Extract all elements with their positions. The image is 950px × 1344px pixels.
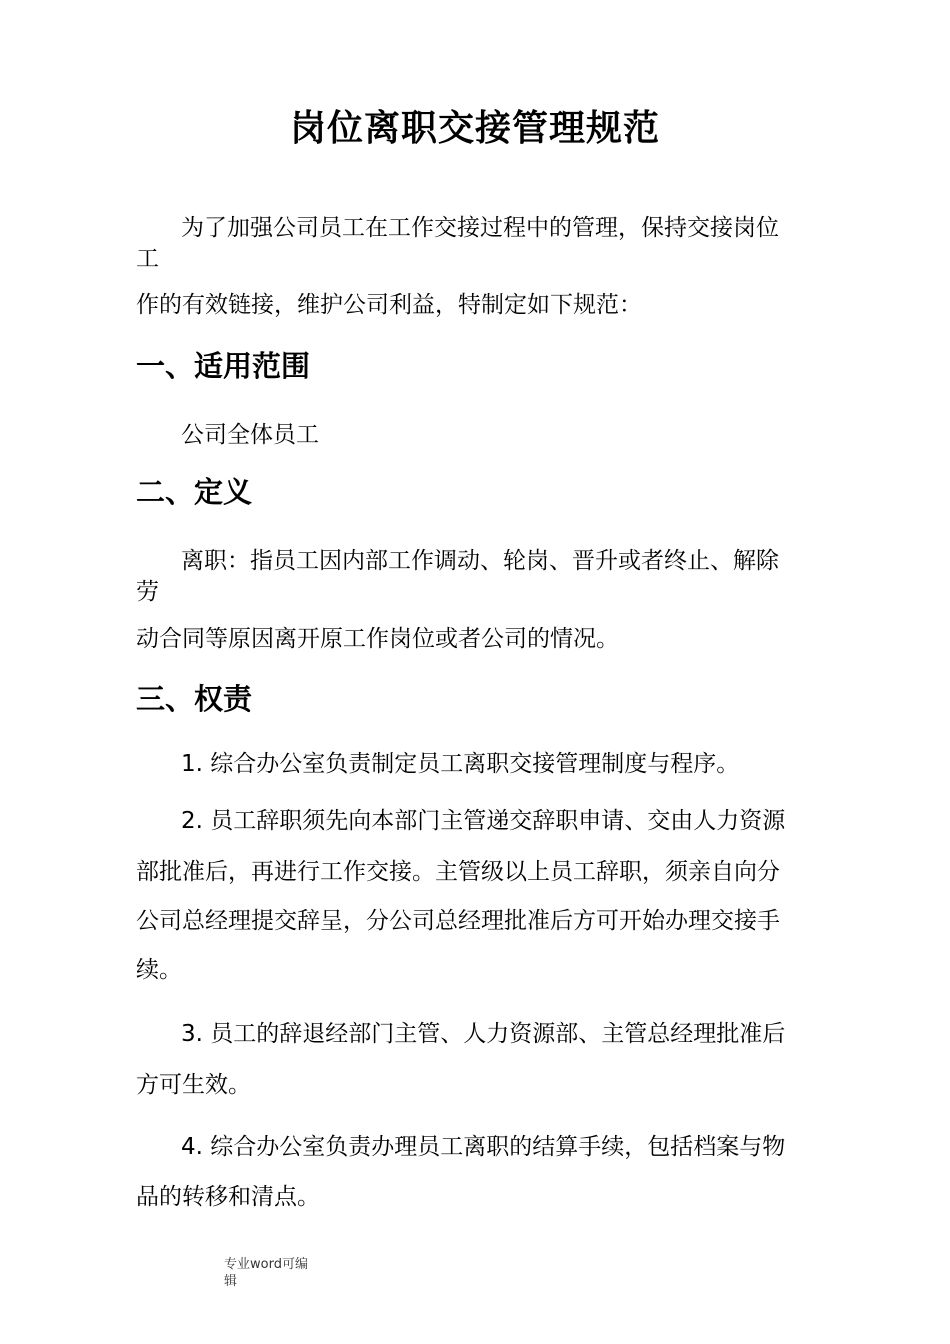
intro-line-3: 作的有效链接，维护公司利益，特制定如下规范：: [136, 292, 642, 318]
intro-line-1: 为了加强公司员工在工作交接过程中的管理，保持交接岗位: [181, 215, 779, 241]
responsibility-item-3-line-1: 3. 员工的辞退经部门主管、人力资源部、主管总经理批准后: [181, 1021, 786, 1047]
document-title: 岗位离职交接管理规范: [289, 108, 660, 149]
responsibility-item-1-line-1: 1. 综合办公室负责制定员工离职交接管理制度与程序。: [181, 751, 740, 777]
responsibility-item-3-line-2: 方可生效。: [136, 1072, 251, 1098]
responsibility-item-2-line-1: 2. 员工辞职须先向本部门主管递交辞职申请、交由人力资源: [181, 808, 786, 834]
scope-text: 公司全体员工: [181, 422, 319, 448]
definition-line-3: 动合同等原因离开原工作岗位或者公司的情况。: [136, 626, 619, 652]
section-heading-scope: 一、适用范围: [136, 349, 311, 383]
section-heading-definition: 二、定义: [136, 475, 253, 509]
definition-line-1: 离职：指员工因内部工作调动、轮岗、晋升或者终止、解除: [181, 548, 779, 574]
intro-line-2: 工: [136, 246, 159, 272]
responsibility-item-2-line-3: 公司总经理提交辞呈，分公司总经理批准后方可开始办理交接手: [136, 908, 780, 934]
responsibility-item-4-line-1: 4. 综合办公室负责办理员工离职的结算手续，包括档案与物: [181, 1134, 786, 1160]
responsibility-item-4-line-2: 品的转移和清点。: [136, 1184, 320, 1210]
responsibility-item-2-line-2: 部批准后，再进行工作交接。主管级以上员工辞职，须亲自向分: [136, 859, 780, 885]
footer-text-line-1: 专业word可编: [224, 1257, 308, 1272]
definition-line-2: 劳: [136, 579, 159, 605]
responsibility-item-2-line-4: 续。: [136, 957, 182, 983]
section-heading-responsibilities: 三、权责: [136, 682, 253, 716]
footer-text-line-2: 辑: [224, 1274, 238, 1289]
